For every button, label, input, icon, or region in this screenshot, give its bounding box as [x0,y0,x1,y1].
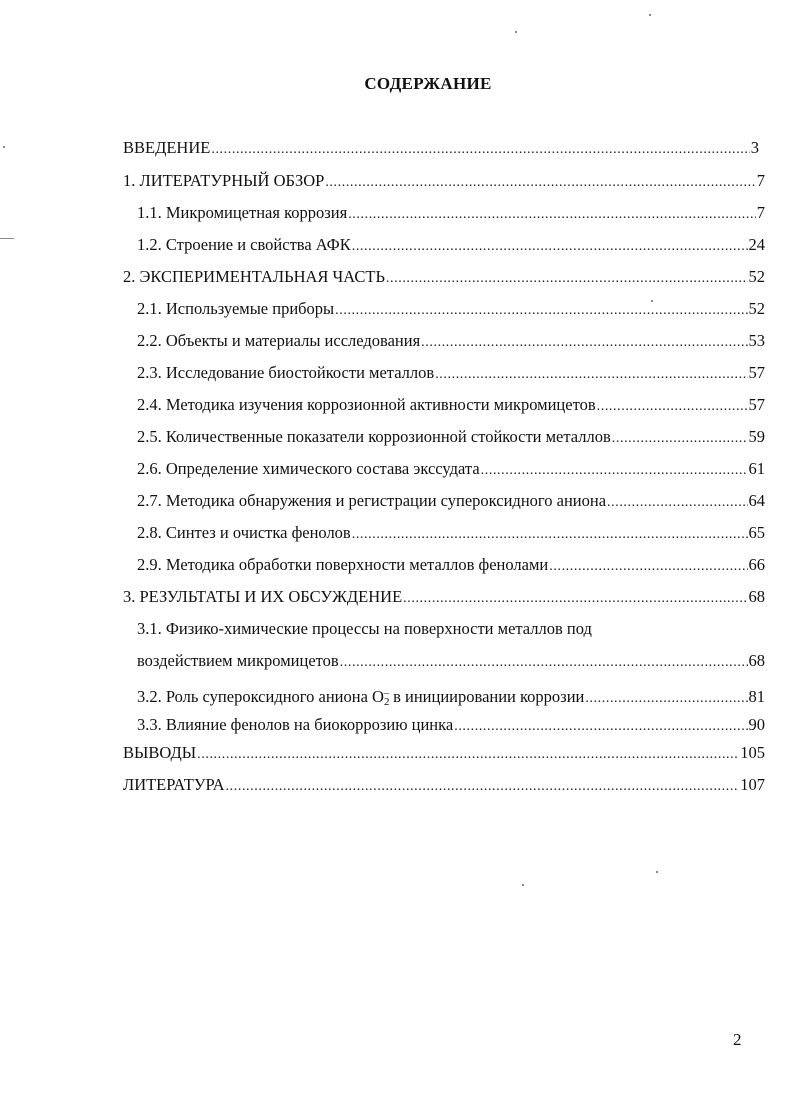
toc-entry-title: ВВЕДЕНИЕ [123,138,211,157]
toc-entry [123,587,765,609]
toc-entry [137,427,765,449]
scan-speck [656,871,658,873]
toc-leader-dots [607,493,747,513]
toc-entry-title: ЛИТЕРАТУРА [123,775,225,794]
toc-leader-dots [454,717,747,737]
toc-entry-title: 2.5. Количественные показатели коррозионной стойкости металлов [137,427,611,446]
subscript-two: 2 [383,696,390,708]
toc-entry-title: 1.2. Строение и свойства АФК [137,235,351,254]
toc-leader-dots [612,429,748,449]
toc-entry-page: 57 [748,363,765,382]
toc-entry [137,459,765,481]
toc-entry [123,743,765,765]
toc-entry-page: 3 [750,138,759,157]
toc-entry-page: 105 [740,743,765,762]
toc-entry-page: 61 [748,459,765,478]
toc-entry [137,331,765,353]
toc-entry-page: 68 [748,651,765,670]
toc-entry-page: 7 [756,171,765,190]
toc-leader-dots [226,777,740,797]
toc-leader-dots [352,525,748,545]
toc-entry-title: 2.1. Используемые приборы [137,299,335,318]
toc-leader-dots [421,333,747,353]
toc-leader-dots [197,745,739,765]
toc-entry [123,267,765,289]
toc-entry-title-start: 3.2. Роль супероксидного аниона O [137,687,384,706]
toc-entry-title-end: в инициировании коррозии [388,687,585,706]
toc-leader-dots [348,205,756,225]
toc-entry-title: 2.2. Объекты и материалы исследования [137,331,421,350]
toc-entry-page: 24 [748,235,765,254]
toc-entry-page: 65 [748,523,765,542]
toc-entry [137,683,765,712]
toc-entry-title [137,683,584,712]
toc-entry-title: 2. ЭКСПЕРИМЕНТАЛЬНАЯ ЧАСТЬ [123,267,385,286]
toc-entry-title: воздействием микромицетов [137,651,339,670]
toc-entry [123,775,765,797]
toc-entry-title: 1.1. Микромицетная коррозия [137,203,348,222]
toc-entry-page: 66 [748,555,765,574]
toc-entry-page: 57 [748,395,765,414]
toc-entry [137,555,765,577]
toc-entry-title: 3. РЕЗУЛЬТАТЫ И ИХ ОБСУЖДЕНИЕ [123,587,403,606]
page-number: 2 [733,1030,742,1049]
scan-speck [515,31,517,33]
toc-entry-page: 53 [748,331,765,350]
toc-entry-page: 81 [748,687,765,706]
toc-leader-dots [340,653,748,673]
toc-leader-dots [335,301,747,321]
toc-leader-dots [597,397,748,417]
toc-leader-dots [481,461,748,481]
toc-entry [137,299,765,321]
toc-entry-title: 2.8. Синтез и очистка фенолов [137,523,351,542]
toc-entry-page: 52 [748,267,765,286]
toc-entry-title: 2.3. Исследование биостойкости металлов [137,363,435,382]
superscript-minus: – [383,687,389,699]
toc-leader-dots [211,140,749,160]
toc-entry-page: 68 [748,587,765,606]
scan-speck [651,300,653,302]
toc-entry-title: 3.3. Влияние фенолов на биокоррозию цинка [137,715,454,734]
toc-entry [137,715,765,737]
toc-entry-title: 1. ЛИТЕРАТУРНЫЙ ОБЗОР [123,171,325,190]
toc-entry-page: 59 [748,427,765,446]
toc-entry [137,235,765,257]
toc-entry-page: 90 [748,715,765,734]
scan-speck [0,238,14,239]
toc-entry [137,491,765,513]
toc-entry [137,651,765,673]
toc-entry-title: 2.6. Определение химического состава экссудата [137,459,480,478]
toc-entry [137,395,765,417]
toc-entry-page: 7 [756,203,765,222]
toc-entry-page: 107 [740,775,765,794]
toc-entry [123,171,765,193]
toc-leader-dots [549,557,747,577]
page-title: СОДЕРЖАНИЕ [364,74,492,93]
toc-leader-dots [585,689,747,709]
toc-leader-dots [325,173,755,193]
scan-speck [3,146,5,148]
toc-entry-title: 2.7. Методика обнаружения и регистрации супероксидного аниона [137,491,607,510]
toc-entry [123,138,759,160]
toc-entry-title: 2.4. Методика изучения коррозионной активности микромицетов [137,395,596,414]
scan-speck [522,884,524,886]
toc-entry [137,523,765,545]
toc-entry-title: 3.1. Физико-химические процессы на поверхности металлов под [137,619,592,638]
toc-entry [137,363,765,385]
toc-entry [137,203,765,225]
toc-leader-dots [386,269,748,289]
toc-leader-dots [352,237,748,257]
toc-entry-title: ВЫВОДЫ [123,743,197,762]
toc-entry-page: 52 [748,299,765,318]
toc-leader-dots [403,589,747,609]
toc-entry-page: 64 [748,491,765,510]
toc-leader-dots [435,365,747,385]
scan-speck [649,14,651,16]
toc-entry-title: 2.9. Методика обработки поверхности металлов фенолами [137,555,549,574]
